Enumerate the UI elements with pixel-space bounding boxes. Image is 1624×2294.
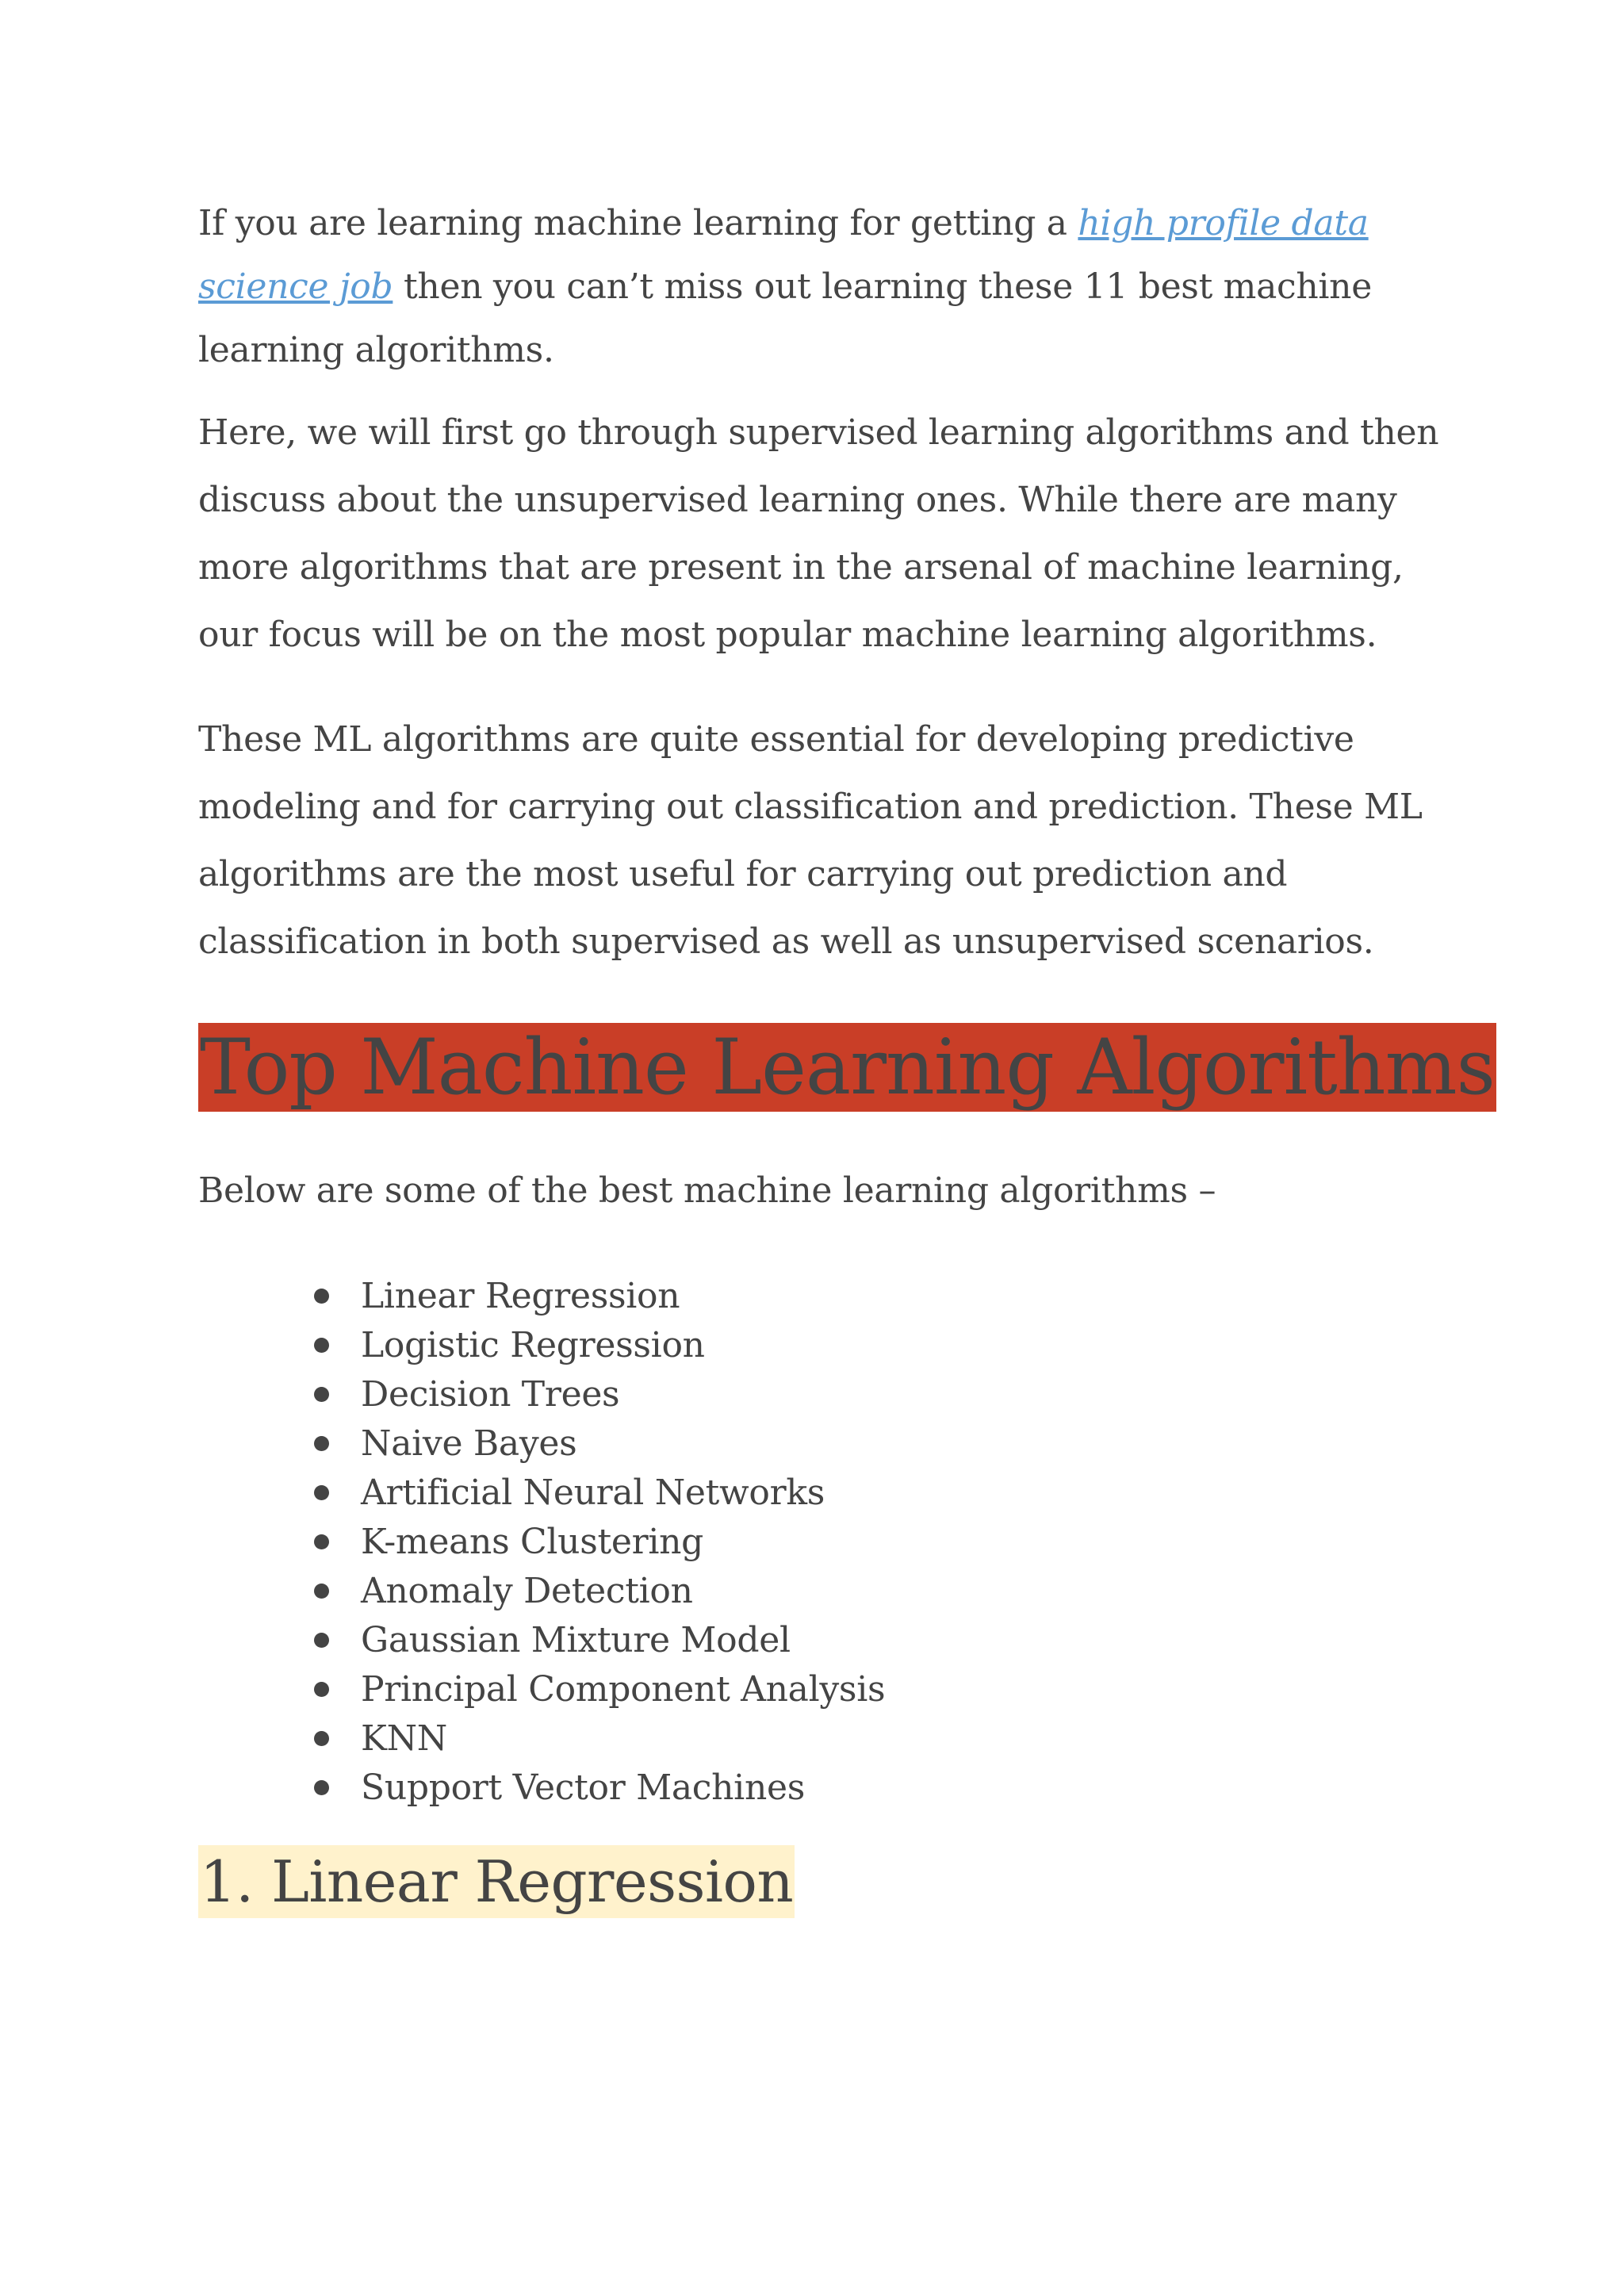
list-item (198, 1517, 885, 1566)
bullet-icon (314, 1584, 329, 1599)
ml-algorithms-paragraph: These ML algorithms are quite essential for developing predictive modeling and for carrying out classification and prediction. These ML algorithms are the most useful for carrying out prediction and classification in both supervised as well as unsupervised scenarios. (198, 719, 1423, 962)
bullet-icon (314, 1338, 329, 1353)
list-item-label: Anomaly Detection (361, 1570, 693, 1611)
list-item (198, 1714, 885, 1763)
list-item-label: Linear Regression (361, 1275, 680, 1316)
list-item (198, 1763, 885, 1812)
bullet-icon (314, 1633, 329, 1648)
main-heading: Top Machine Learning Algorithms (200, 1023, 1495, 1112)
list-item-label: Naive Bayes (361, 1423, 577, 1464)
list-item-label: Logistic Regression (361, 1324, 705, 1365)
list-item-label: Decision Trees (361, 1373, 620, 1415)
list-item-label: K-means Clustering (361, 1521, 704, 1562)
list-item-label: Support Vector Machines (361, 1767, 806, 1808)
bullet-icon (314, 1289, 329, 1304)
bullet-icon (314, 1780, 329, 1795)
supervised-unsupervised-paragraph: Here, we will first go through supervised learning algorithms and then discuss about the unsupervised learning ones. While there are many more algorithms that are present in the arsenal of machine learning, our focus will be on the most popular machine learning algorithms. (198, 412, 1439, 655)
list-item-label: Gaussian Mixture Model (361, 1619, 791, 1660)
bullet-icon (314, 1485, 329, 1500)
list-intro-text: Below are some of the best machine learning algorithms – (198, 1170, 1216, 1211)
list-item (198, 1419, 885, 1468)
list-item (198, 1369, 885, 1419)
bullet-icon (314, 1731, 329, 1746)
linear-regression-heading: 1. Linear Regression (198, 1845, 795, 1918)
list-item (198, 1615, 885, 1664)
data-science-job-link[interactable]: high profile data science job (198, 203, 1369, 307)
bullet-icon (314, 1387, 329, 1402)
list-item-label: Principal Component Analysis (361, 1668, 886, 1710)
list-item-label: Artificial Neural Networks (361, 1472, 825, 1513)
list-item (198, 1320, 885, 1369)
intro-text-after-link: then you can’t miss out learning these 11 best machine learning algorithms. (198, 266, 1372, 370)
bullet-icon (314, 1436, 329, 1451)
bullet-icon (314, 1682, 329, 1697)
list-item (198, 1468, 885, 1517)
bullet-icon (314, 1534, 329, 1549)
intro-text-before-link: If you are learning machine learning for getting a (198, 203, 1078, 243)
list-item (198, 1566, 885, 1615)
list-item (198, 1271, 885, 1320)
intro-paragraph (198, 192, 1451, 382)
list-item-label: KNN (361, 1718, 447, 1759)
algorithms-list (198, 1271, 885, 1812)
list-item (198, 1664, 885, 1714)
